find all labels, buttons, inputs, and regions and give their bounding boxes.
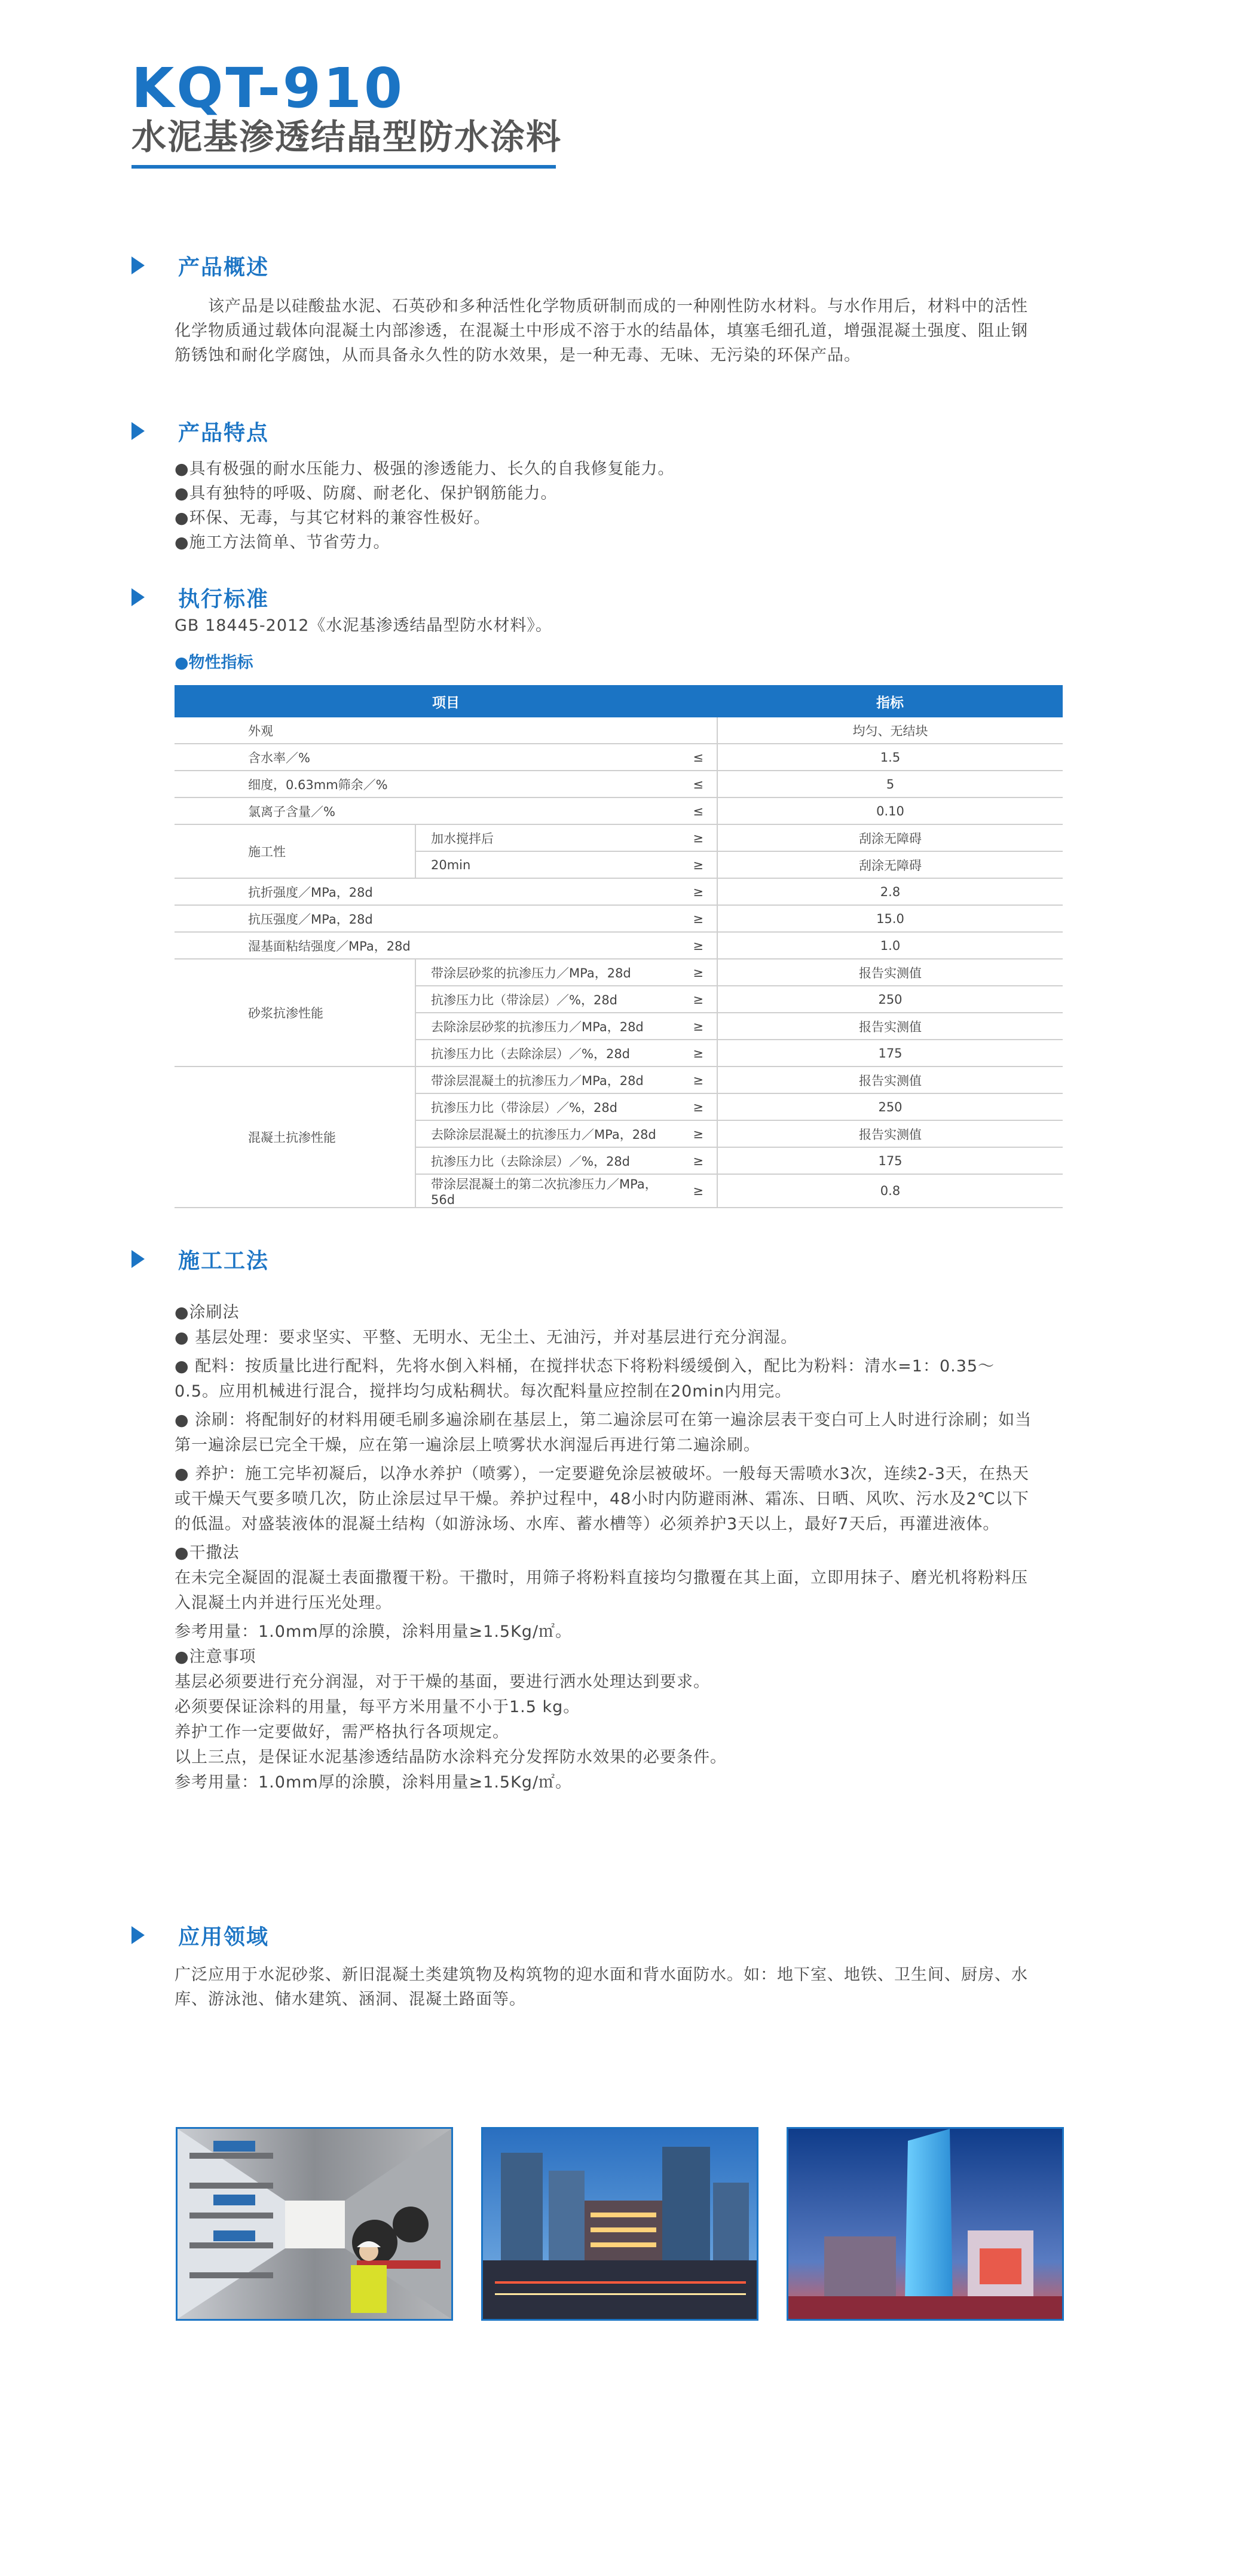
triangle-bullet-icon bbox=[131, 256, 145, 274]
spec-table bbox=[175, 685, 1063, 1208]
cell-rel: ≥ bbox=[672, 1040, 717, 1067]
cell-value: 0.10 bbox=[717, 797, 1063, 824]
note-5: 参考用量：1.0mm厚的涂膜，涂料用量≥1.5Kg/㎡。 bbox=[175, 1773, 573, 1792]
photo-city-night bbox=[481, 2127, 758, 2321]
cell-rel: ≥ bbox=[672, 905, 717, 932]
skyscraper-illustration bbox=[788, 2129, 1062, 2319]
cell-rel: ≥ bbox=[672, 1147, 717, 1174]
note-head: ●注意事项 bbox=[175, 1648, 256, 1666]
note-4: 以上三点，是保证水泥基渗透结晶防水涂料充分发挥防水效果的必要条件。 bbox=[175, 1748, 727, 1767]
product-name: 水泥基渗透结晶型防水涂料 bbox=[131, 117, 562, 157]
cell-sub: 带涂层砂浆的抗渗压力／MPa，28d bbox=[415, 959, 672, 986]
dry-step-2: 参考用量：1.0mm厚的涂膜，涂料用量≥1.5Kg/㎡。 bbox=[175, 1622, 573, 1641]
cell-item: 抗折强度／MPa，28d bbox=[175, 878, 672, 905]
triangle-bullet-icon bbox=[131, 422, 145, 440]
cell-value: 报告实测值 bbox=[717, 1067, 1063, 1093]
section-features-heading bbox=[131, 417, 269, 445]
cell-value: 1.5 bbox=[717, 744, 1063, 771]
cell-group: 混凝土抗渗性能 bbox=[175, 1067, 415, 1208]
table-row bbox=[175, 878, 1063, 905]
brush-step-2: ● 配料：按质量比进行配料，先将水倒入料桶，在搅拌状态下将粉料缓缓倒入，配比为粉料：清水=1：0.35～0.5。应用机械进行混合，搅拌均匀成粘稠状。每次配料量应控制在20min内用完。 bbox=[175, 1357, 995, 1401]
product-code: KQT-910 bbox=[131, 56, 405, 120]
method-content bbox=[175, 1300, 1035, 1795]
cell-rel: ≥ bbox=[672, 878, 717, 905]
cell-rel: ≥ bbox=[672, 851, 717, 878]
cell-value: 175 bbox=[717, 1040, 1063, 1067]
cell-rel: ≥ bbox=[672, 932, 717, 959]
cell-rel: ≤ bbox=[672, 771, 717, 797]
header-item: 项目 bbox=[175, 685, 717, 717]
application-text: 广泛应用于水泥砂浆、新旧混凝土类建筑物及构筑物的迎水面和背水面防水。如：地下室、地铁、卫生间、厨房、水库、游泳池、储水建筑、涵洞、混凝土路面等。 bbox=[175, 1966, 1028, 2009]
cell-sub: 带涂层混凝土的第二次抗渗压力／MPa，56d bbox=[415, 1174, 672, 1208]
brush-step-4: ● 养护：施工完毕初凝后，以净水养护（喷雾），一定要避免涂层被破坏。一般每天需喷水3次，连续2-3天，在热天或干燥天气要多喷几次，防止涂层过早干燥。养护过程中，48小时内防避雨淋、霜冻、日晒、风吹、污水及2℃以下的低温。对盛装液体的混凝土结构（如游泳场、水库、蓄水槽等）必须养护3天以上，最好7天后，再灌进液体。 bbox=[175, 1465, 1029, 1533]
standard-text: GB 18445-2012《水泥基渗透结晶型防水材料》。 bbox=[175, 616, 552, 635]
cell-rel: ≤ bbox=[672, 797, 717, 824]
list-item: ●环保、无毒，与其它材料的兼容性极好。 bbox=[175, 509, 491, 527]
cell-value: 1.0 bbox=[717, 932, 1063, 959]
table-header bbox=[175, 685, 1063, 717]
triangle-bullet-icon bbox=[131, 1926, 145, 1944]
cell-rel: ≤ bbox=[672, 744, 717, 771]
table-row bbox=[175, 717, 1063, 744]
section-title: 执行标准 bbox=[178, 586, 270, 612]
cell-rel: ≥ bbox=[672, 959, 717, 986]
brush-step-3: ● 涂刷：将配制好的材料用硬毛刷多遍涂刷在基层上，第二遍涂层可在第一遍涂层表干变白可上人时进行涂刷；如当第一遍涂层已完全干燥，应在第一遍涂层上喷雾状水润湿后再进行第二遍涂刷。 bbox=[175, 1411, 1032, 1454]
cell-sub: 抗渗压力比（带涂层）／%，28d bbox=[415, 1093, 672, 1120]
table-row bbox=[175, 824, 1063, 851]
cell-sub: 20min bbox=[415, 851, 672, 878]
note-1: 基层必须要进行充分润湿，对于干燥的基面，要进行洒水处理达到要求。 bbox=[175, 1673, 710, 1691]
table-row bbox=[175, 771, 1063, 797]
cell-value: 250 bbox=[717, 1093, 1063, 1120]
cell-value: 刮涂无障碍 bbox=[717, 824, 1063, 851]
cell-rel: ≥ bbox=[672, 1013, 717, 1040]
table-row bbox=[175, 959, 1063, 986]
table-row bbox=[175, 932, 1063, 959]
list-item: ●施工方法简单、节省劳力。 bbox=[175, 533, 390, 552]
cell-item: 含水率／% bbox=[175, 744, 672, 771]
cell-group: 施工性 bbox=[175, 824, 415, 878]
cell-value: 15.0 bbox=[717, 905, 1063, 932]
cell-group: 砂浆抗渗性能 bbox=[175, 959, 415, 1067]
section-overview-heading bbox=[131, 251, 269, 280]
cell-item: 外观 bbox=[175, 717, 672, 744]
tunnel-illustration bbox=[178, 2129, 451, 2319]
cell-item: 氯离子含量／% bbox=[175, 797, 672, 824]
features-list bbox=[175, 457, 1029, 555]
cell-sub: 抗渗压力比（带涂层）／%，28d bbox=[415, 986, 672, 1013]
section-method-heading bbox=[131, 1245, 269, 1273]
cell-rel: ≥ bbox=[672, 1093, 717, 1120]
cell-value: 报告实测值 bbox=[717, 959, 1063, 986]
cell-item: 细度，0.63mm筛余／% bbox=[175, 771, 672, 797]
dry-step-1: 在未完全凝固的混凝土表面撒覆干粉。干撒时，用筛子将粉料直接均匀撒覆在其上面，立即用抹子、磨光机将粉料压入混凝土内并进行压光处理。 bbox=[175, 1569, 1028, 1612]
brush-step-1: ● 基层处理：要求坚实、平整、无明水、无尘土、无油污，并对基层进行充分润湿。 bbox=[175, 1328, 798, 1347]
cell-sub: 加水搅拌后 bbox=[415, 824, 672, 851]
list-item: ●具有独特的呼吸、防腐、耐老化、保护钢筋能力。 bbox=[175, 484, 558, 503]
cell-rel: ≥ bbox=[672, 1174, 717, 1208]
list-item: ●具有极强的耐水压能力、极强的渗透能力、长久的自我修复能力。 bbox=[175, 460, 675, 478]
cell-value: 5 bbox=[717, 771, 1063, 797]
overview-text bbox=[175, 294, 1029, 368]
cell-sub: 带涂层混凝土的抗渗压力／MPa，28d bbox=[415, 1067, 672, 1093]
cell-item: 湿基面粘结强度／MPa，28d bbox=[175, 932, 672, 959]
cell-rel: ≥ bbox=[672, 1120, 717, 1147]
city-night-illustration bbox=[483, 2129, 757, 2319]
section-title: 产品概述 bbox=[178, 255, 270, 280]
note-3: 养护工作一定要做好，需严格执行各项规定。 bbox=[175, 1723, 509, 1741]
section-title: 产品特点 bbox=[178, 420, 270, 445]
overview-paragraph: 该产品是以硅酸盐水泥、石英砂和多种活性化学物质研制而成的一种刚性防水材料。与水作用后，材料中的活性化学物质通过载体向混凝土内部渗透，在混凝土中形成不溶于水的结晶体，填塞毛细孔道，增强混凝土强度、阻止钢筋锈蚀和耐化学腐蚀，从而具备永久性的防水效果，是一种无毒、无味、无污染的环保产品。 bbox=[175, 297, 1028, 365]
cell-rel bbox=[672, 717, 717, 744]
photo-skyscraper bbox=[787, 2127, 1064, 2321]
cell-rel: ≥ bbox=[672, 1067, 717, 1093]
section-title: 应用领域 bbox=[178, 1924, 270, 1949]
brush-head: ●涂刷法 bbox=[175, 1303, 240, 1322]
section-standard-heading bbox=[131, 583, 269, 612]
note-2: 必须要保证涂料的用量，每平方米用量不小于1.5 kg。 bbox=[175, 1698, 580, 1716]
table-row bbox=[175, 744, 1063, 771]
cell-item: 抗压强度／MPa，28d bbox=[175, 905, 672, 932]
cell-value: 刮涂无障碍 bbox=[717, 851, 1063, 878]
triangle-bullet-icon bbox=[131, 588, 145, 606]
cell-value: 报告实测值 bbox=[717, 1120, 1063, 1147]
title-underline bbox=[131, 165, 556, 169]
table-row bbox=[175, 905, 1063, 932]
cell-sub: 抗渗压力比（去除涂层）／%，28d bbox=[415, 1147, 672, 1174]
cell-value: 2.8 bbox=[717, 878, 1063, 905]
table-row bbox=[175, 1067, 1063, 1093]
section-title: 施工工法 bbox=[178, 1248, 270, 1273]
cell-value: 175 bbox=[717, 1147, 1063, 1174]
cell-value: 报告实测值 bbox=[717, 1013, 1063, 1040]
props-title: ●物性指标 bbox=[175, 653, 253, 672]
cell-rel: ≥ bbox=[672, 986, 717, 1013]
cell-sub: 去除涂层砂浆的抗渗压力／MPa，28d bbox=[415, 1013, 672, 1040]
cell-sub: 去除涂层混凝土的抗渗压力／MPa，28d bbox=[415, 1120, 672, 1147]
cell-value: 250 bbox=[717, 986, 1063, 1013]
cell-rel: ≥ bbox=[672, 824, 717, 851]
cell-sub: 抗渗压力比（去除涂层）／%，28d bbox=[415, 1040, 672, 1067]
dry-head: ●干撒法 bbox=[175, 1544, 240, 1562]
cell-value: 均匀、无结块 bbox=[717, 717, 1063, 744]
photo-utility-tunnel bbox=[176, 2127, 453, 2321]
header-value: 指标 bbox=[717, 685, 1063, 717]
section-application-heading bbox=[131, 1921, 269, 1949]
triangle-bullet-icon bbox=[131, 1250, 145, 1268]
table-row bbox=[175, 797, 1063, 824]
cell-value: 0.8 bbox=[717, 1174, 1063, 1208]
